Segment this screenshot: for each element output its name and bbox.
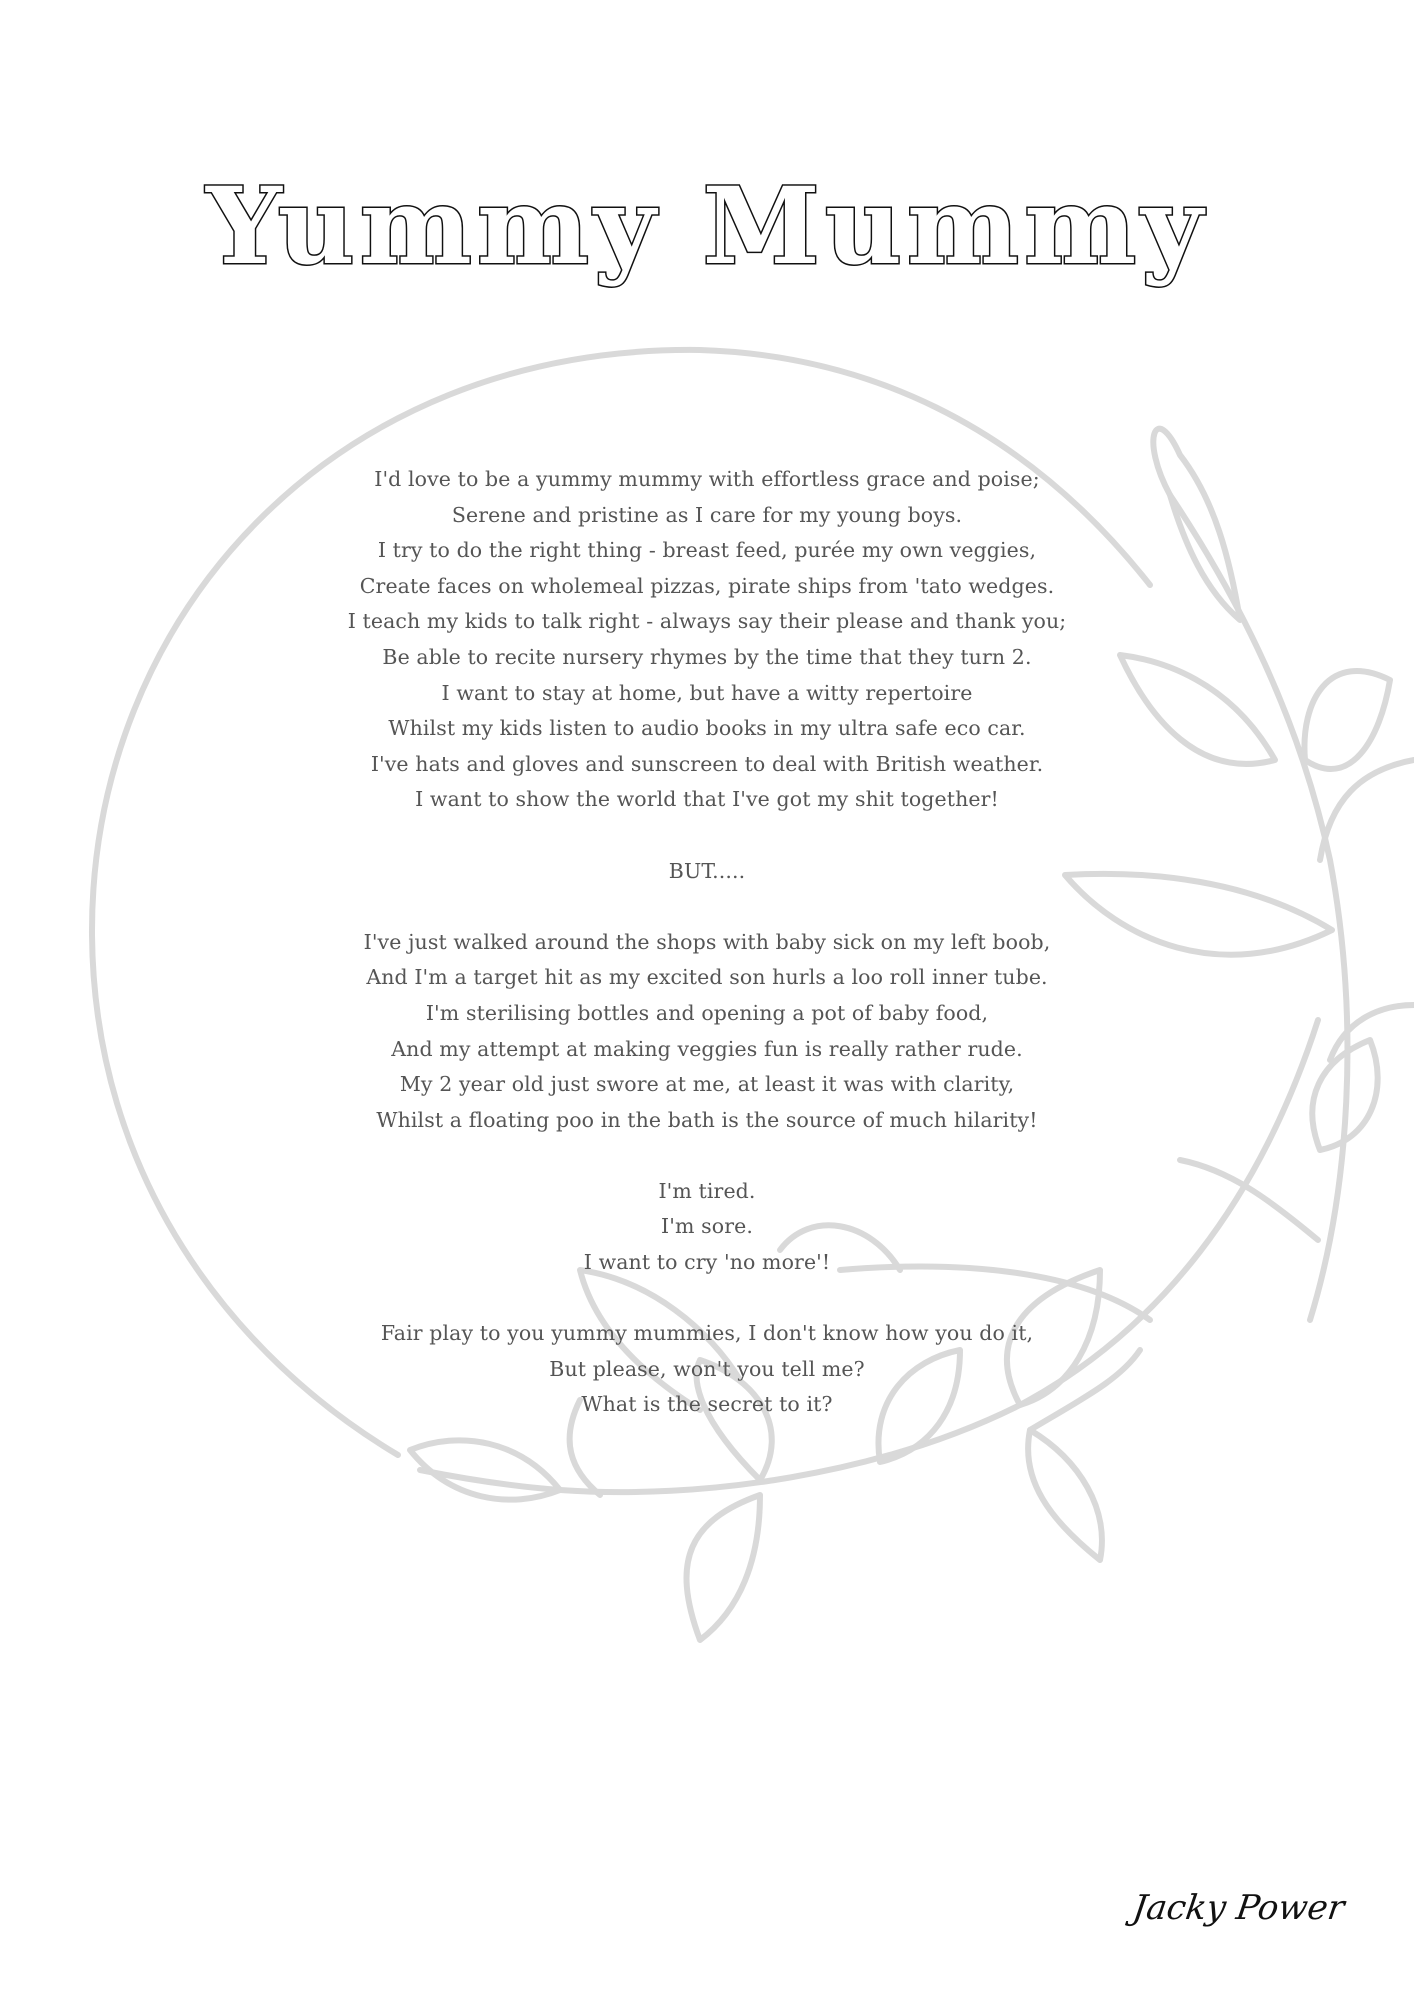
poem-line: I want to cry 'no more'! (583, 1250, 831, 1275)
leaf-3 (1304, 671, 1390, 769)
stanza-3 (257, 925, 1157, 1139)
leaf-12 (687, 1495, 761, 1640)
poem-line: Fair play to you yummy mummies, I don't know how you do it, (380, 1321, 1034, 1346)
poem-line: I teach my kids to talk right - always say their please and thank you; (347, 609, 1067, 634)
poem-line: And my attempt at making veggies fun is really rather rude. (391, 1036, 1023, 1061)
poem-line: Be able to recite nursery rhymes by the time that they turn 2. (382, 644, 1032, 669)
poem-line: I'd love to be a yummy mummy with effortless grace and poise; (374, 467, 1040, 491)
poem-line: Create faces on wholemeal pizzas, pirate ships from 'tato wedges. (359, 573, 1055, 598)
poem-line: But please, won't you tell me? (549, 1356, 865, 1381)
poem-line: I've just walked around the shops with baby sick on my left boob, (363, 929, 1051, 954)
poem-title: Yummy Mummy (206, 163, 1208, 288)
poem-line: I've hats and gloves and sunscreen to deal with British weather. (370, 751, 1044, 776)
poem-line: Whilst a floating poo in the bath is the source of much hilarity! (376, 1107, 1038, 1132)
stanza-2 (257, 854, 1157, 890)
poem-body (257, 462, 1157, 1423)
poem-line: My 2 year old just swore at me, at least it was with clarity, (399, 1072, 1015, 1097)
poem-line: I'm sterilising bottles and opening a pot of baby food, (425, 1000, 989, 1025)
poem-line: BUT..... (668, 858, 746, 883)
leaf-8 (1180, 1160, 1318, 1240)
poem-line: I want to stay at home, but have a witty repertoire (441, 680, 973, 705)
stanza-1 (257, 462, 1157, 818)
poem-line: Whilst my kids listen to audio books in my ultra safe eco car. (388, 716, 1026, 741)
poem-line: Serene and pristine as I care for my young boys. (451, 502, 963, 527)
stanza-4 (257, 1174, 1157, 1281)
poem-line: I'm tired. (658, 1178, 756, 1203)
leaf-4 (1320, 760, 1414, 860)
author-signature: Jacky Power (1130, 1888, 1347, 1928)
stanza-5 (257, 1316, 1157, 1423)
leaf-17 (1028, 1430, 1102, 1560)
poem-line: And I'm a target hit as my excited son hurls a loo roll inner tube. (366, 965, 1048, 990)
poem-line: I want to show the world that I've got my shit together! (415, 787, 999, 812)
poem-line: I'm sore. (661, 1214, 753, 1239)
poem-line: What is the secret to it? (581, 1392, 833, 1417)
poem-line: I try to do the right thing - breast feed, purée my own veggies, (377, 538, 1037, 563)
